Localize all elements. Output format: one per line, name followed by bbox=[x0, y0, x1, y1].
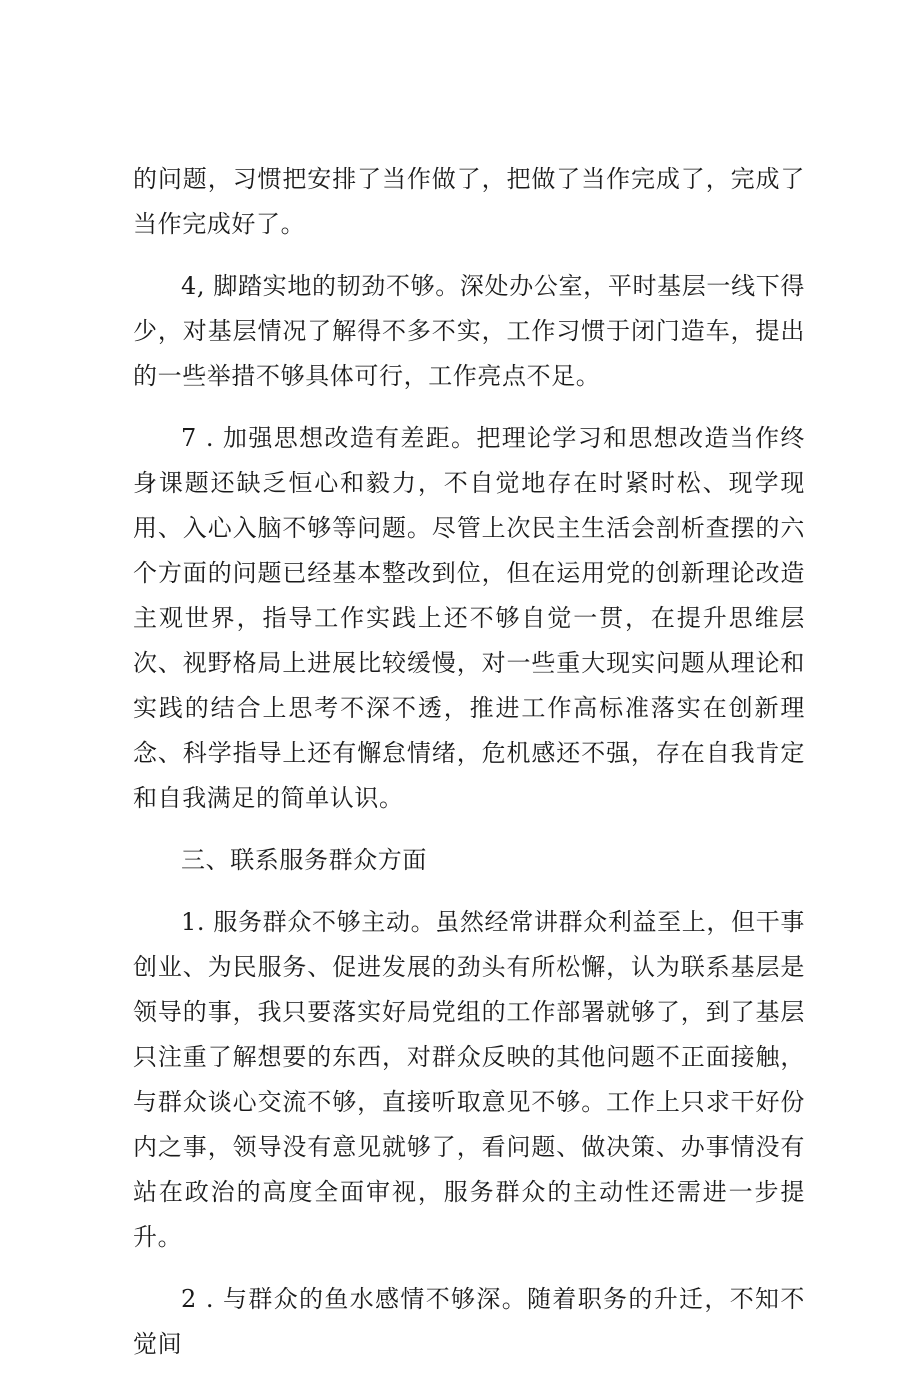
paragraph-item-1: 1. 服务群众不够主动。虽然经常讲群众利益至上，但干事创业、为民服务、促进发展的劲头有所松懈，认为联系基层是领导的事，我只要落实好局党组的工作部署就够了，到了基层只注重了解想要的东西，对群众反映的其他问题不正面接触，与群众谈心交流不够，直接听取意见不够。工作上只求干好份内之事，领导没有意见就够了，看问题、做决策、办事情没有站在政治的高度全面审视，服务群众的主动性还需进一步提升。 bbox=[133, 908, 805, 1251]
paragraph-item-7: 7 . 加强思想改造有差距。把理论学习和思想改造当作终身课题还缺乏恒心和毅力，不自觉地存在时紧时松、现学现用、入心入脑不够等问题。尽管上次民主生活会剖析查摆的六个方面的问题已经基本整改到位，但在运用党的创新理论改造主观世界，指导工作实践上还不够自觉一贯，在提升思维层次、视野格局上进展比较缓慢，对一些重大现实问题从理论和实践的结合上思考不深不透，推进工作高标准落实在创新理念、科学指导上还有懈怠情绪，危机感还不强，存在自我肯定和自我满足的简单认识。 bbox=[133, 424, 805, 812]
section-heading: 三、联系服务群众方面 bbox=[181, 846, 427, 874]
paragraph-continuation: 的问题，习惯把安排了当作做了，把做了当作完成了，完成了当作完成好了。 bbox=[133, 165, 805, 238]
paragraph-item-4: 4, 脚踏实地的韧劲不够。深处办公室，平时基层一线下得少，对基层情况了解得不多不实，工作习惯于闭门造车，提出的一些举措不够具体可行，工作亮点不足。 bbox=[133, 272, 805, 390]
document-body bbox=[133, 157, 805, 1384]
paragraph-item-2: 2 . 与群众的鱼水感情不够深。随着职务的升迁，不知不觉间 bbox=[133, 1285, 805, 1358]
